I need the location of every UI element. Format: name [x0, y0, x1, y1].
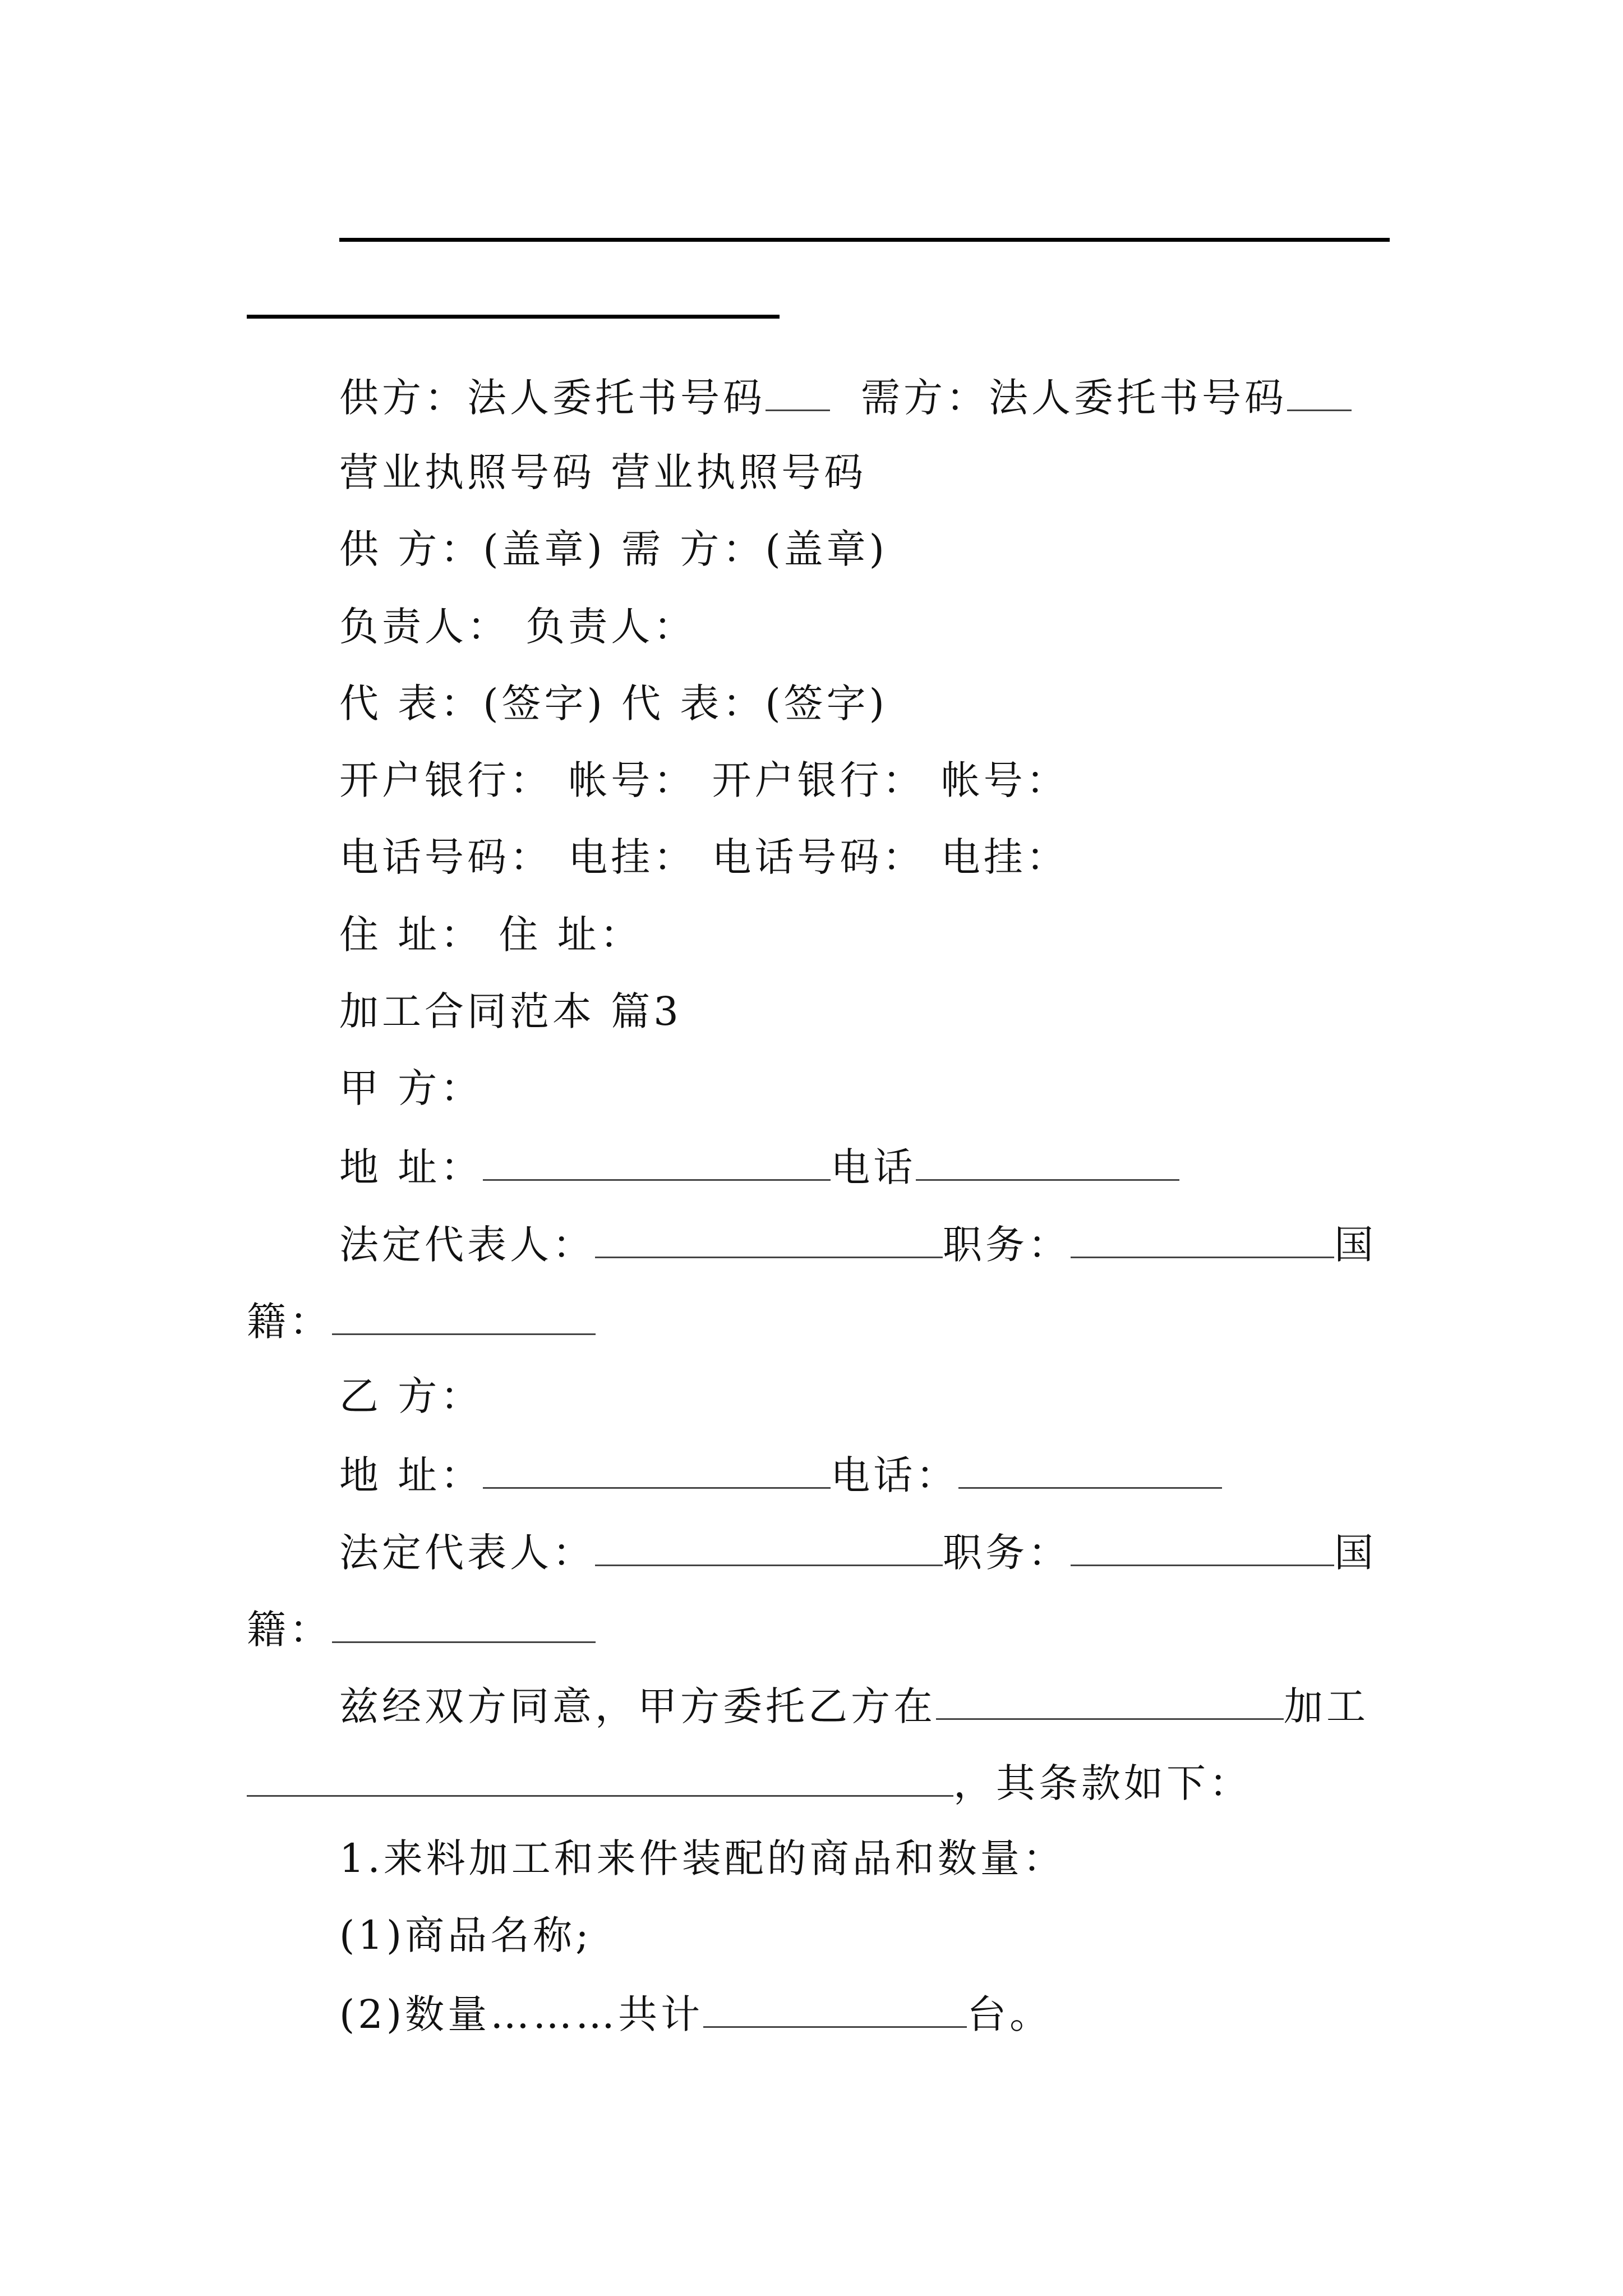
processing-location-blank[interactable] [936, 1679, 1284, 1720]
party-a-phone-label: 电话 [831, 1144, 916, 1190]
party-a-address-line [339, 1140, 1179, 1193]
quantity-label: (2)数量………共计 [339, 1991, 704, 2037]
party-b-legal-rep-label: 法定代表人： [339, 1530, 595, 1576]
party-b-legal-rep-line [339, 1525, 1377, 1578]
representative-line: 代 表：(签字) 代 表：(签字) [339, 680, 888, 726]
agreement-intro-end: 加工 [1284, 1683, 1369, 1729]
party-a-address-label: 地 址： [339, 1144, 483, 1190]
party-b-position-blank[interactable] [1071, 1525, 1334, 1566]
party-b-nationality-label-end: 籍： [247, 1607, 332, 1653]
party-b-nationality-blank[interactable] [332, 1602, 596, 1643]
party-a-position-label: 职务： [943, 1222, 1071, 1268]
party-b-nationality-line [247, 1602, 596, 1655]
party-b-phone-blank[interactable] [958, 1448, 1222, 1489]
party-b-nationality-label-start: 国 [1334, 1530, 1377, 1576]
party-a-legal-rep-blank[interactable] [595, 1217, 943, 1258]
party-b-address-blank[interactable] [483, 1448, 831, 1489]
agreement-intro-line [339, 1679, 1369, 1732]
party-a-nationality-label-end: 籍： [247, 1299, 332, 1345]
clause-1-heading: 1.来料加工和来件装配的商品和数量： [339, 1835, 1066, 1881]
party-b-position-label: 职务： [943, 1530, 1071, 1576]
quantity-blank[interactable] [703, 1987, 967, 2028]
party-a-legal-rep-label: 法定代表人： [339, 1222, 595, 1268]
section-title: 加工合同范本 篇3 [339, 988, 682, 1034]
party-b-address-line [339, 1448, 1222, 1501]
address-line: 住 址： 住 址： [339, 912, 643, 958]
buyer-proxy-blank[interactable] [1287, 370, 1352, 411]
bank-account-line: 开户银行： 帐号： 开户银行： 帐号： [339, 757, 1069, 803]
header-rule-bottom [247, 315, 780, 319]
party-a-nationality-label-start: 国 [1334, 1222, 1377, 1268]
supplier-proxy-blank[interactable] [766, 370, 830, 411]
party-a-phone-blank[interactable] [916, 1140, 1179, 1181]
seal-line: 供 方：(盖章) 需 方：(盖章) [339, 526, 888, 572]
party-b-label: 乙 方： [339, 1373, 483, 1419]
agreement-terms-line [247, 1756, 1252, 1809]
party-b-legal-rep-blank[interactable] [595, 1525, 943, 1566]
party-a-label: 甲 方： [339, 1065, 483, 1111]
party-a-address-blank[interactable] [483, 1140, 831, 1181]
license-line: 营业执照号码 营业执照号码 [339, 449, 867, 495]
processing-item-blank[interactable] [247, 1756, 953, 1797]
quantity-unit: 台。 [967, 1991, 1053, 2037]
party-b-address-label: 地 址： [339, 1452, 483, 1498]
clause-1-item-1: (1)商品名称; [339, 1912, 592, 1958]
supplier-proxy-label: 供方：法人委托书号码 [339, 375, 766, 421]
supplier-buyer-proxy-line [339, 370, 1352, 423]
party-a-nationality-line [247, 1294, 596, 1347]
responsible-person-line: 负责人： 负责人： [339, 604, 697, 650]
party-a-position-blank[interactable] [1071, 1217, 1334, 1258]
phone-telegraph-line: 电话号码： 电挂： 电话号码： 电挂： [339, 834, 1069, 880]
party-a-nationality-blank[interactable] [332, 1294, 596, 1335]
agreement-intro-text: 兹经双方同意，甲方委托乙方在 [339, 1683, 936, 1729]
header-rule-top [339, 238, 1390, 242]
buyer-proxy-label: 需方：法人委托书号码 [861, 375, 1287, 421]
party-b-phone-label: 电话： [831, 1452, 959, 1498]
agreement-terms-text: ，其条款如下： [953, 1760, 1252, 1806]
clause-1-item-2 [339, 1987, 1052, 2040]
party-a-legal-rep-line [339, 1217, 1377, 1270]
